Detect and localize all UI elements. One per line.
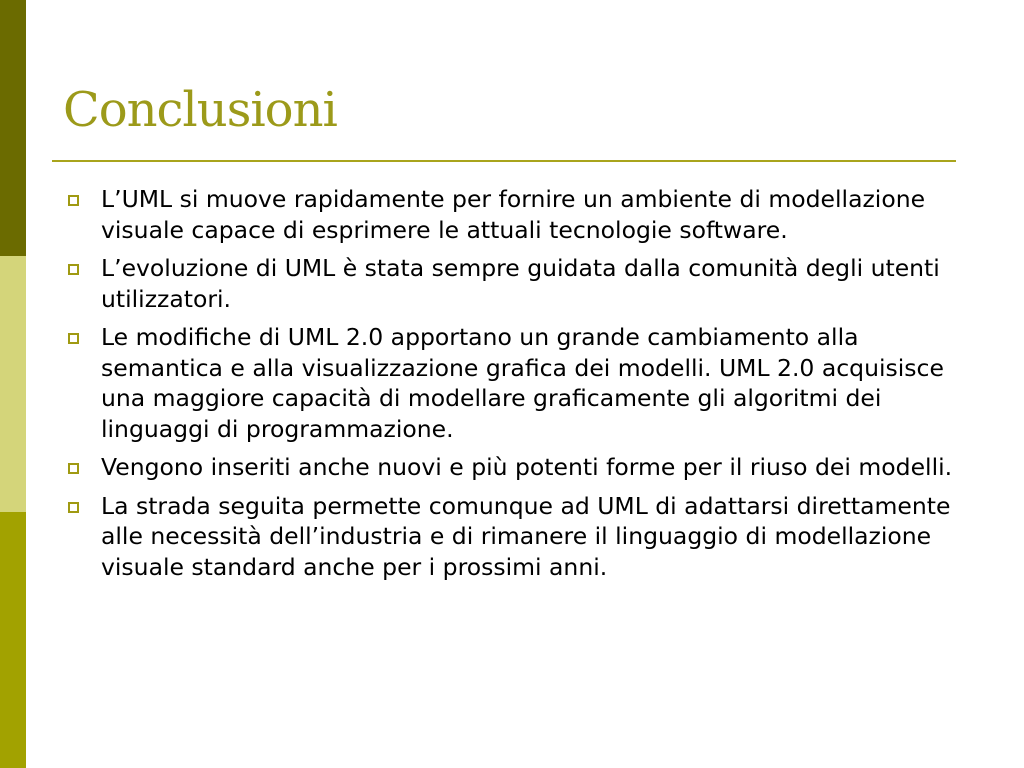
sidebar-band-bottom xyxy=(0,512,26,768)
list-item xyxy=(63,253,973,314)
bullet-text: Le modifiche di UML 2.0 apportano un grande cambiamento alla semantica e alla visualizzazione grafica dei modelli. UML 2.0 acquisisce una maggiore capacità di modellare graficamente gli algoritmi dei linguaggi di programmazione. xyxy=(101,323,944,443)
bullet-text: L’UML si muove rapidamente per fornire un ambiente di modellazione visuale capace di esprimere le attuali tecnologie software. xyxy=(101,185,926,244)
bullet-list xyxy=(63,184,973,590)
list-item xyxy=(63,491,973,583)
sidebar-band-top xyxy=(0,0,26,256)
bullet-text: L’evoluzione di UML è stata sempre guidata dalla comunità degli utenti utilizzatori. xyxy=(101,254,940,313)
bullet-text: Vengono inseriti anche nuovi e più potenti forme per il riuso dei modelli. xyxy=(101,453,953,481)
square-bullet-icon xyxy=(68,195,79,206)
sidebar-band-middle xyxy=(0,256,26,512)
square-bullet-icon xyxy=(68,502,79,513)
list-item xyxy=(63,322,973,444)
list-item xyxy=(63,184,973,245)
square-bullet-icon xyxy=(68,463,79,474)
bullet-text: La strada seguita permette comunque ad UML di adattarsi direttamente alle necessità dell’industria e di rimanere il linguaggio di modellazione visuale standard anche per i prossimi anni. xyxy=(101,491,951,581)
square-bullet-icon xyxy=(68,333,79,344)
list-item xyxy=(63,452,973,483)
title-divider xyxy=(52,160,956,162)
slide-title: Conclusioni xyxy=(63,82,337,138)
square-bullet-icon xyxy=(68,264,79,275)
